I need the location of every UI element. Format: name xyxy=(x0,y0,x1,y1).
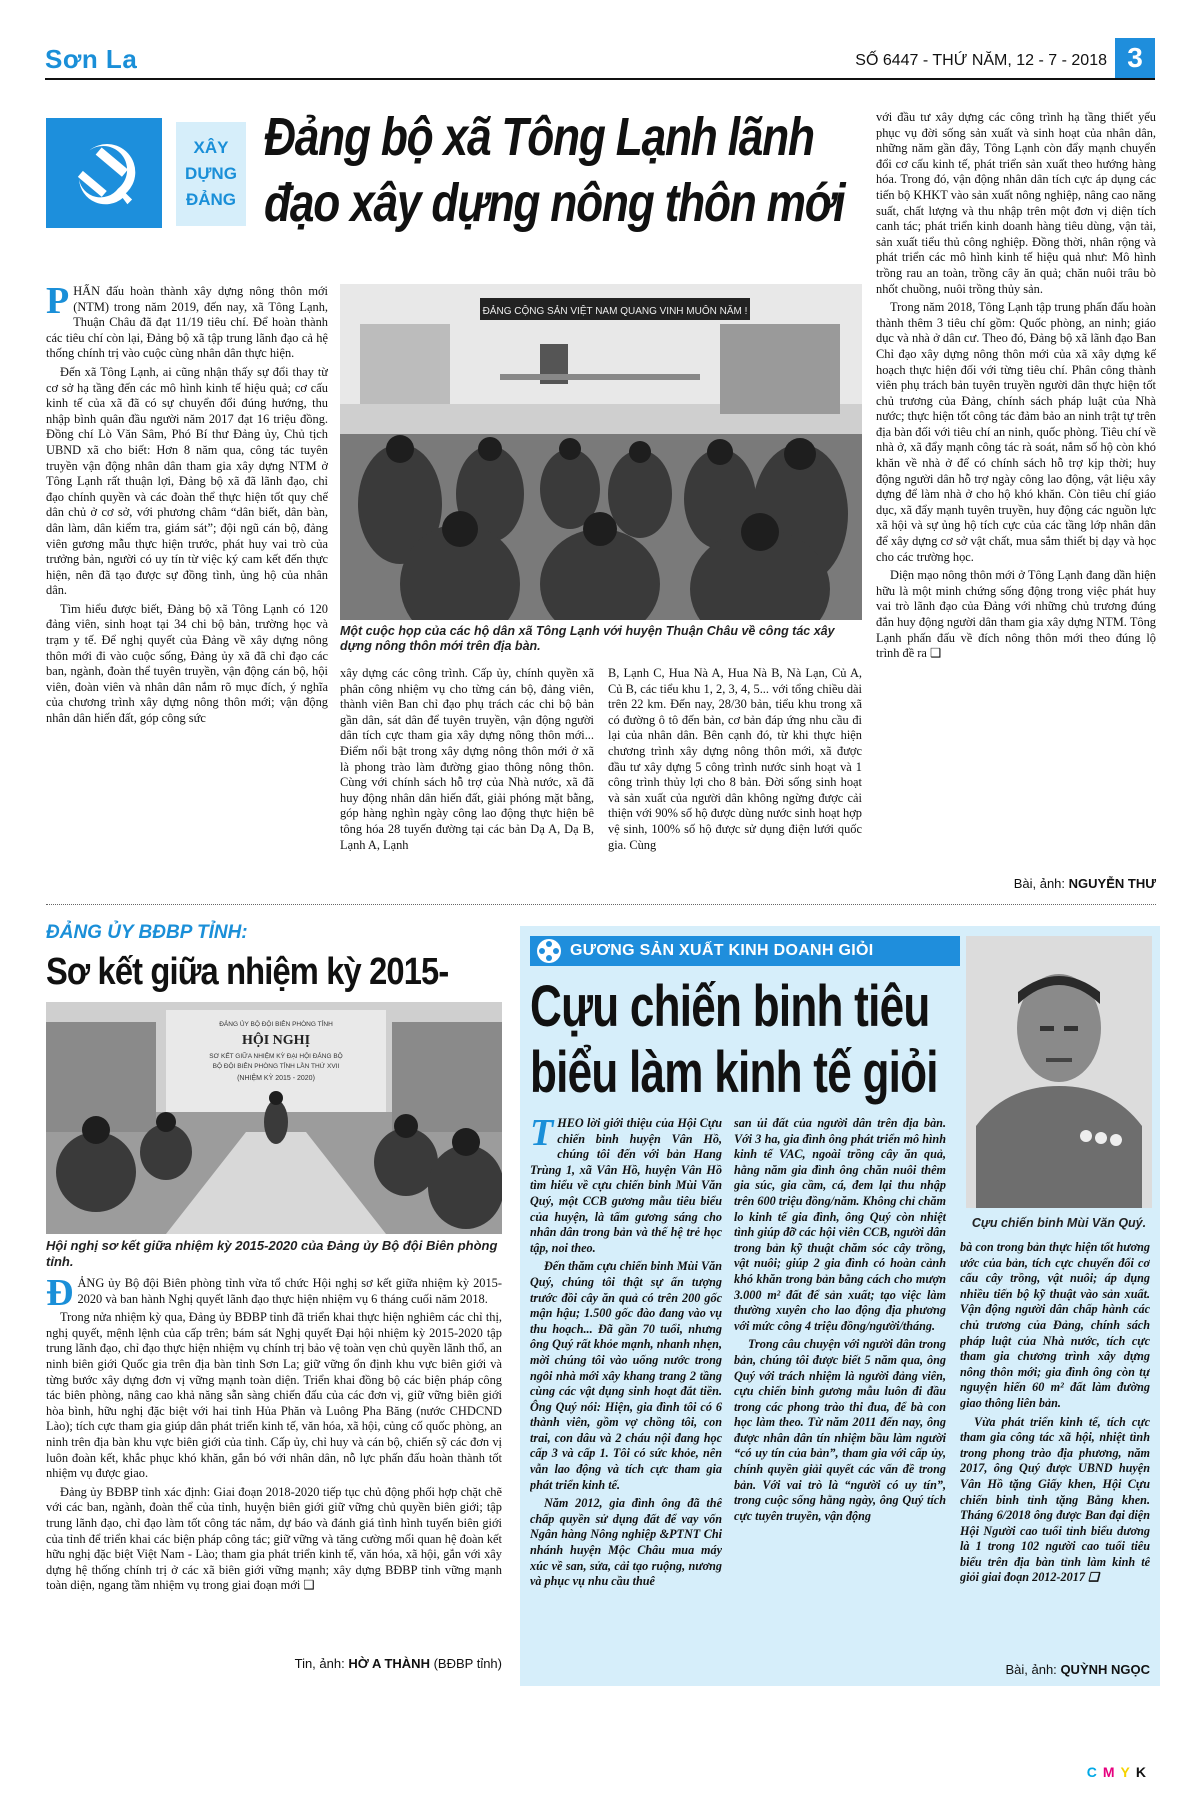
photo-caption-2: Hội nghị sơ kết giữa nhiệm kỳ 2015-2020 của Đảng ủy Bộ đội Biên phòng tỉnh. xyxy=(46,1238,498,1269)
hammer-sickle-icon xyxy=(65,134,143,212)
paragraph: Diện mạo nông thôn mới ở Tông Lạnh đang dần hiện hữu là một minh chứng sống động trong việc phát huy vai trò lãnh đạo của Đảng với những chủ trương đúng đắn huy động người dân tham gia xây dựng NTM. Tông Lạnh phấn đấu về đích nông thôn mới theo đúng lộ trình đề ra ❑ xyxy=(876,568,1156,661)
backdrop-line: HỘI NGHỊ xyxy=(241,1033,311,1048)
headline-3: Cựu chiến binh tiêu biểu làm kinh tế giỏi xyxy=(530,974,938,1105)
paragraph: bà con trong bản thực hiện tốt hương ước của bản, tích cực chuyển đổi cơ cấu cây trồng, vật nuôi; áp dụng nhiều tiến bộ kỹ thuật vào sản xuất. Vận động người dân chấp hành các chủ trương của Đảng, chính sách pháp luật của Nhà nước, tích cực tham gia chương trình xây dựng nông thôn mới; gia đình ông còn tự nguyện hiến 60 m² đất làm đường giao thông liên bản. xyxy=(960,1240,1150,1410)
section-tag-line: XÂY xyxy=(193,138,229,157)
cmyk-k: K xyxy=(1135,1764,1152,1780)
meeting-photo-art xyxy=(340,284,862,620)
article1-col4 xyxy=(876,110,1156,874)
article3-col1 xyxy=(530,1116,722,1682)
article3-col2 xyxy=(734,1116,946,1682)
byline-author: QUỲNH NGỌC xyxy=(1060,1662,1150,1677)
conference-photo xyxy=(46,1002,502,1234)
section-tag-line: ĐẢNG xyxy=(185,190,237,209)
article3-col3 xyxy=(960,1240,1150,1660)
issue-info: SỐ 6447 - THỨ NĂM, 12 - 7 - 2018 xyxy=(855,52,1107,69)
masthead xyxy=(45,38,1155,80)
drop-cap: P xyxy=(46,284,70,322)
portrait-caption: Cựu chiến binh Mùi Văn Quý. xyxy=(971,1216,1147,1230)
article1-col1 xyxy=(46,284,328,896)
byline-prefix: Bài, ảnh: xyxy=(1013,876,1066,891)
party-emblem xyxy=(46,118,162,228)
page-number: 3 xyxy=(1115,38,1155,78)
section-label: GƯƠNG SẢN XUẤT KINH DOANH GIỎI xyxy=(570,942,874,959)
headline-1: Đảng bộ xã Tông Lạnh lãnh đạo xây dựng nông thôn mới xyxy=(264,107,845,233)
section-tag xyxy=(176,122,246,226)
paragraph: Trong câu chuyện với người dân trong bản, chúng tôi được biết 5 năm qua, ông Quý với trách nhiệm là người đảng viên, cựu chiến binh gương mẫu luôn đi đầu trong các phong trào thi đua, để bà con học làm theo. Từ năm 2011 đến nay, ông được nhân dân tín nhiệm bầu làm người “có uy tín của bản”, tham gia với cấp ủy, chính quyền giải quyết các vấn đề trong bản. Với vai trò là “người có uy tín”, trong cuộc sống hằng ngày, ông Quý tích cực tuyên truyền, vận động xyxy=(734,1337,946,1523)
banner-text: ĐẢNG CỘNG SẢN VIỆT NAM QUANG VINH MUÔN NĂM ! xyxy=(482,306,748,317)
section-divider xyxy=(46,904,1156,905)
byline-2 xyxy=(46,1656,502,1671)
article1-col2 xyxy=(340,666,594,896)
byline-prefix: Bài, ảnh: xyxy=(1005,1662,1057,1677)
portrait-photo xyxy=(966,936,1152,1208)
photo-caption-1: Một cuộc họp của các hộ dân xã Tông Lạnh với huyện Thuận Châu về công tác xây dựng nông thôn mới trên địa bàn. xyxy=(340,624,835,653)
paragraph: B, Lạnh C, Hua Nà A, Hua Nà B, Nà Lạn, Củ A, Củ B, các tiểu khu 1, 2, 3, 4, 5... với tổng chiều dài trên 22 km. Đến nay, 28/30 bản, tiểu khu trong xã có đường ô tô đến bản, cơ bản đáp ứng nhu cầu đi lại của nhân dân. Bên cạnh đó, từ khi thực hiện chương trình xây dựng nông thôn mới, xã được đầu tư xây dựng 5 công trình nước sinh hoạt và 1 công trình thủy lợi cho 8 bản. Đời sống sinh hoạt và sản xuất của người dân không ngừng được cải thiện với 90% số hộ được dùng nước sinh hoạt hợp vệ sinh, 100% số hộ được sử dụng điện lưới quốc gia. Cùng xyxy=(608,666,862,852)
conference-photo-art xyxy=(46,1002,502,1234)
brand-name: Sơn La xyxy=(45,44,138,74)
cmyk-m: M xyxy=(1102,1764,1121,1780)
backdrop-line: SƠ KẾT GIỮA NHIỆM KỲ ĐẠI HỘI ĐẢNG BỘ xyxy=(209,1053,343,1060)
byline-1 xyxy=(876,876,1156,891)
paragraph: san ủi đất của người dân trên địa bàn. Với 3 ha, gia đình ông phát triển mô hình kinh tế VAC, ngoài trồng cây ăn quả, hằng năm gia đình ông chăn nuôi thêm gia súc, gia cầm, cá, đem lại thu nhập trên 600 triệu đồng/năm. Không chỉ chăm lo kinh tế gia đình, ông Quý còn nhiệt tình giúp đỡ các hội viên CCB, người dân trong bản kỹ thuật chăm sóc cây trồng, vật nuôi; giúp 2 gia đình có hoàn cảnh khó khăn trong bản bằng cách cho mượn 3.000 m² đất để sản xuất; tạo việc làm thường xuyên cho lao động địa phương với mức công 4 triệu đồng/người/tháng. xyxy=(734,1116,946,1333)
paragraph: Trong nửa nhiệm kỳ qua, Đảng ủy BĐBP tỉnh đã triển khai thực hiện nghiêm các chỉ thị, nghị quyết, mệnh lệnh của cấp trên; bám sát Nghị quyết Đại hội nhiệm kỳ 2015-2020 tập trung lãnh đạo, chỉ đạo thực hiện nhiệm vụ chính trị bảo vệ toàn vẹn chủ quyền lãnh thổ, an ninh biên giới Quốc gia trên địa bàn tỉnh Sơn La; giữ vững ổn định khu vực biên giới và từng bước xây dựng đơn vị vững mạnh toàn diện. Triển khai đồng bộ các biện pháp công tác biên phòng, nâng cao khả năng sẵn sàng chiến đấu của các đơn vị, giữ vững biên giới hòa bình, hữu nghị đặc biệt với hai tỉnh Hủa Phăn và Luông Pha Băng (nước CHDCND Lào); tích cực tham gia giúp dân phát triển kinh tế, văn hóa, xã hội, củng cố quốc phòng, an ninh trên địa bàn khu vực biên giới của tỉnh. Cấp ủy, chỉ huy và cán bộ, chiến sỹ các đơn vị luôn đoàn kết, khắc phục khó khăn, gắn bó với nhân dân, nỗ lực phấn đấu hoàn thành tốt nhiệm vụ được giao. xyxy=(46,1310,502,1481)
backdrop-line: (NHIỆM KỲ 2015 - 2020) xyxy=(237,1075,315,1082)
paragraph: HẤN đấu hoàn thành xây dựng nông thôn mới (NTM) trong năm 2019, đến nay, xã Tông Lạnh, Thuận Châu đã đạt 11/19 tiêu chí. Để hoàn thành các tiêu chí còn lại, Đảng bộ xã tập trung lãnh đạo cả hệ thống chính trị vào cuộc cùng nhân dân thực hiện. xyxy=(46,284,328,361)
paragraph: Đảng ủy BĐBP tỉnh xác định: Giai đoạn 2018-2020 tiếp tục chủ động phối hợp chặt chẽ với các ban, ngành, đoàn thể của tỉnh, huyện biên giới giữ vững chủ quyền biên giới; tập trung lãnh đạo, chỉ đạo làm tốt công tác nắm, dự báo và đánh giá tình hình tuyến biên giới của tỉnh để triển khai các biện pháp công tác; giữ vững và tăng cường mối quan hệ đoàn kết hữu nghị đặc biệt Việt Nam - Lào; tham gia phát triển kinh tế, văn hóa, xã hội, gắn với xây dựng hệ thống chính trị ở các xã biên giới vững mạnh; xây dựng BĐBP tỉnh vững mạnh toàn diện, ngang tầm nhiệm vụ trong giai đoạn mới ❑ xyxy=(46,1484,502,1593)
kicker-2: ĐẢNG ỦY BĐBP TỈNH: xyxy=(46,922,248,943)
meeting-photo xyxy=(340,284,862,620)
article2-body xyxy=(46,1276,502,1654)
byline-prefix: Tin, ảnh: xyxy=(294,1656,345,1671)
portrait-photo-art xyxy=(966,936,1152,1208)
drop-cap: Đ xyxy=(46,1276,74,1314)
paragraph: Vừa phát triển kinh tế, tích cực tham gia công tác xã hội, nhiệt tình trong phong trào địa phương, năm 2017, ông Quý được UBND huyện Vân Hồ tặng Giấy khen, Hội Cựu chiến binh tỉnh tặng Bằng khen. Tháng 6/2018 ông được Ban đại diện Hội Người cao tuổi tỉnh biểu dương là 1 trong 102 người cao tuổi tiêu biểu trên địa bàn tỉnh làm kinh tế giỏi giai đoạn 2012-2017 ❑ xyxy=(960,1414,1150,1585)
byline-author: NGUYỄN THƯ xyxy=(1068,876,1156,891)
paragraph: Năm 2012, gia đình ông đã thế chấp quyền sử dụng đất để vay vốn Ngân hàng Nông nghiệp &PTNT Chi nhánh huyện Mộc Châu mua máy xúc về san, sửa, cải tạo ruộng, nương và phục vụ nhu cầu thuê xyxy=(530,1496,722,1589)
paragraph: ẢNG ủy Bộ đội Biên phòng tỉnh vừa tổ chức Hội nghị sơ kết giữa nhiệm kỳ 2015-2020 và ban hành Nghị quyết lãnh đạo thực hiện nhiệm vụ 6 tháng cuối năm 2018. xyxy=(77,1276,502,1306)
cmyk-y: Y xyxy=(1120,1764,1136,1780)
article1-col3 xyxy=(608,666,862,896)
section-label-bar xyxy=(530,936,960,966)
backdrop-line: ĐẢNG ỦY BỘ ĐỘI BIÊN PHÒNG TỈNH xyxy=(219,1021,333,1028)
byline-3 xyxy=(960,1662,1150,1677)
paragraph: xây dựng các công trình. Cấp ủy, chính quyền xã phân công nhiệm vụ cho từng cán bộ, đảng viên, thành viên Ban chỉ đạo phụ trách các chi bộ bản gần dân, sát dân để tuyên truyền, vận động người dân tích cực tham gia xây dựng nông thôn mới... Điểm nổi bật trong xây dựng nông thôn mới ở xã là phong trào làm đường giao thông nông thôn. Cùng với chính sách hỗ trợ của Nhà nước, xã đã huy động nhân dân hiến đất, giải phóng mặt bằng, góp hàng nghìn ngày công lao động thực hiện bê tông hóa 28 tuyến đường tại các bản Dạ A, Dạ B, Lạnh A, Lạnh xyxy=(340,666,594,852)
flower-icon xyxy=(534,936,564,966)
paragraph: Đến xã Tông Lạnh, ai cũng nhận thấy sự đổi thay từ cơ sở hạ tầng đến các mô hình kinh tế hiệu quả; cơ cấu kinh tế của xã đã có sự chuyển đổi đúng hướng, thu nhập bình quân đầu người năm 2017 đạt 16 triệu đồng. Đồng chí Lò Văn Sâm, Phó Bí thư Đảng ủy, Chủ tịch UBND xã cho biết: Hơn 8 năm qua, công tác tuyên truyền vận động nhân dân tham gia xây dựng NTM ở Tông Lạnh rất thuận lợi, Đảng bộ xã đã lãnh đạo, chỉ đạo chính quyền và các đoàn thể thực hiện tốt quy chế dân chủ ở cơ sở, với phương châm “dân biết, dân bàn, dân làm, dân kiểm tra, giám sát”; đội ngũ cán bộ, đảng viên gương mẫu thực hiện trước, phát huy vai trò của trưởng bản, người có uy tín từ việc ký cam kết đến thực hiện, nên đã tạo được sự đồng tình, ủng hộ của nhân dân. xyxy=(46,364,328,598)
paragraph: với đầu tư xây dựng các công trình hạ tầng thiết yếu phục vụ đời sống sản xuất và sinh hoạt của nhân dân, những năm gần đây, Tông Lạnh còn đẩy mạnh chuyển đổi cơ cấu kinh tế, phát triển sản xuất theo hướng hàng hóa. Trong đó, vận động nhân dân tích cực áp dụng các tiến bộ KHKT vào sản xuất nông nghiệp, nâng cao năng suất, chất lượng và thu nhập trên một đơn vị diện tích canh tác; phát triển kinh doanh hàng tiêu dùng, vận tải, sản xuất tiểu thủ công nghiệp. Đồng thời, nhân rộng và phát triển các mô hình kinh tế hiệu quả như: Mô hình trồng rau an toàn, trồng cây ăn quả; chăn nuôi trâu bò nhốt chuồng, nuôi trồng thủy sản. xyxy=(876,110,1156,296)
headline-2: Sơ kết giữa nhiệm kỳ 2015- xyxy=(46,951,449,993)
byline-author: HỜ A THÀNH xyxy=(348,1656,430,1671)
backdrop-line: BỘ ĐỘI BIÊN PHÒNG TỈNH LẦN THỨ XVII xyxy=(212,1063,340,1070)
paragraph: Đến thăm cựu chiến binh Mùi Văn Quý, chúng tôi thật sự ấn tượng trước đồi cây ăn quả có trên 200 gốc mận hậu; 1.500 gốc đào đang vào vụ thu hoạch... Đã gần 70 tuổi, nhưng ông Quý rất khỏe mạnh, nhanh nhẹn, mời chúng tôi vào uống nước trong ngôi nhà mới xây khang trang 2 tầng cùng các vật dụng sinh hoạt đắt tiền. Ông Quý nói: Hiện, gia đình tôi có 6 thành viên, gồm vợ chồng tôi, con trai, con dâu và 2 cháu nội đang học cấp 3 và cấp 1. Tôi có sức khỏe, nên vẫn lao động và tích cực tham gia phát triển kinh tế. xyxy=(530,1259,722,1492)
cmyk-marks xyxy=(1087,1764,1152,1780)
cmyk-c: C xyxy=(1086,1764,1103,1780)
paragraph: HEO lời giới thiệu của Hội Cựu chiến binh huyện Vân Hồ, chúng tôi đến với bản Hang Trùng 1, xã Vân Hồ, huyện Vân Hồ tìm hiểu về cựu chiến binh Mùi Văn Quý, một CCB gương mẫu tiêu biểu của huyện, là tấm gương sáng cho nhân dân trong bản và thế hệ trẻ học tập, noi theo. xyxy=(530,1116,722,1255)
section-tag-line: DỰNG xyxy=(185,164,237,183)
paragraph: Tìm hiểu được biết, Đảng bộ xã Tông Lạnh có 120 đảng viên, sinh hoạt tại 34 chi bộ bản, trường học và trạm y tế. Để nghị quyết của Đảng về xây dựng nông thôn mới đi vào cuộc sống, Đảng ủy xã đã chỉ đạo các ban, ngành, đoàn thể tuyên truyền, vận động cán bộ, hội viên, đoàn viên và nhân dân nắm rõ mục đích, ý nghĩa của chương trình xây dựng nông thôn mới; vận động nhân dân hiến đất, góp công sức xyxy=(46,601,328,726)
paragraph: Trong năm 2018, Tông Lạnh tập trung phấn đấu hoàn thành thêm 3 tiêu chí gồm: Quốc phòng, an ninh; giáo dục và nhà ở dân cư. Theo đó, Đảng bộ xã lãnh đạo Ban Chỉ đạo xây dựng nông thôn mới của xã xây dựng kế hoạch thực hiện đối với từng tiêu chí. Phân công thành viên phụ trách bản tuyên truyền người dân thực hiện tốt chủ trương của Đảng, chính sách pháp luật của Nhà nước; thực hiện tốt công tác đảm bảo an ninh trật tự trên địa bàn đối với tiêu chí an ninh, quốc phòng. Tiêu chí về nhà ở, xã đẩy mạnh công tác rà soát, nắm số hộ còn khó khăn về nhà ở để có chính sách hỗ trợ kịp thời; huy động người dân hỗ trợ ngày công lao động, vật liệu xây dựng để làm nhà ở cho hộ khó khăn. Còn tiêu chí giáo dục, xã đẩy mạnh tuyên truyền, huy động các nguồn lực xã hội và sự ủng hộ tích cực của các tầng lớp nhân dân để xây dựng cơ sở vật chất, mua sắm thiết bị dạy và học cho các trường học. xyxy=(876,300,1156,564)
drop-cap: T xyxy=(530,1116,554,1154)
byline-suffix: (BĐBP tỉnh) xyxy=(433,1656,502,1671)
